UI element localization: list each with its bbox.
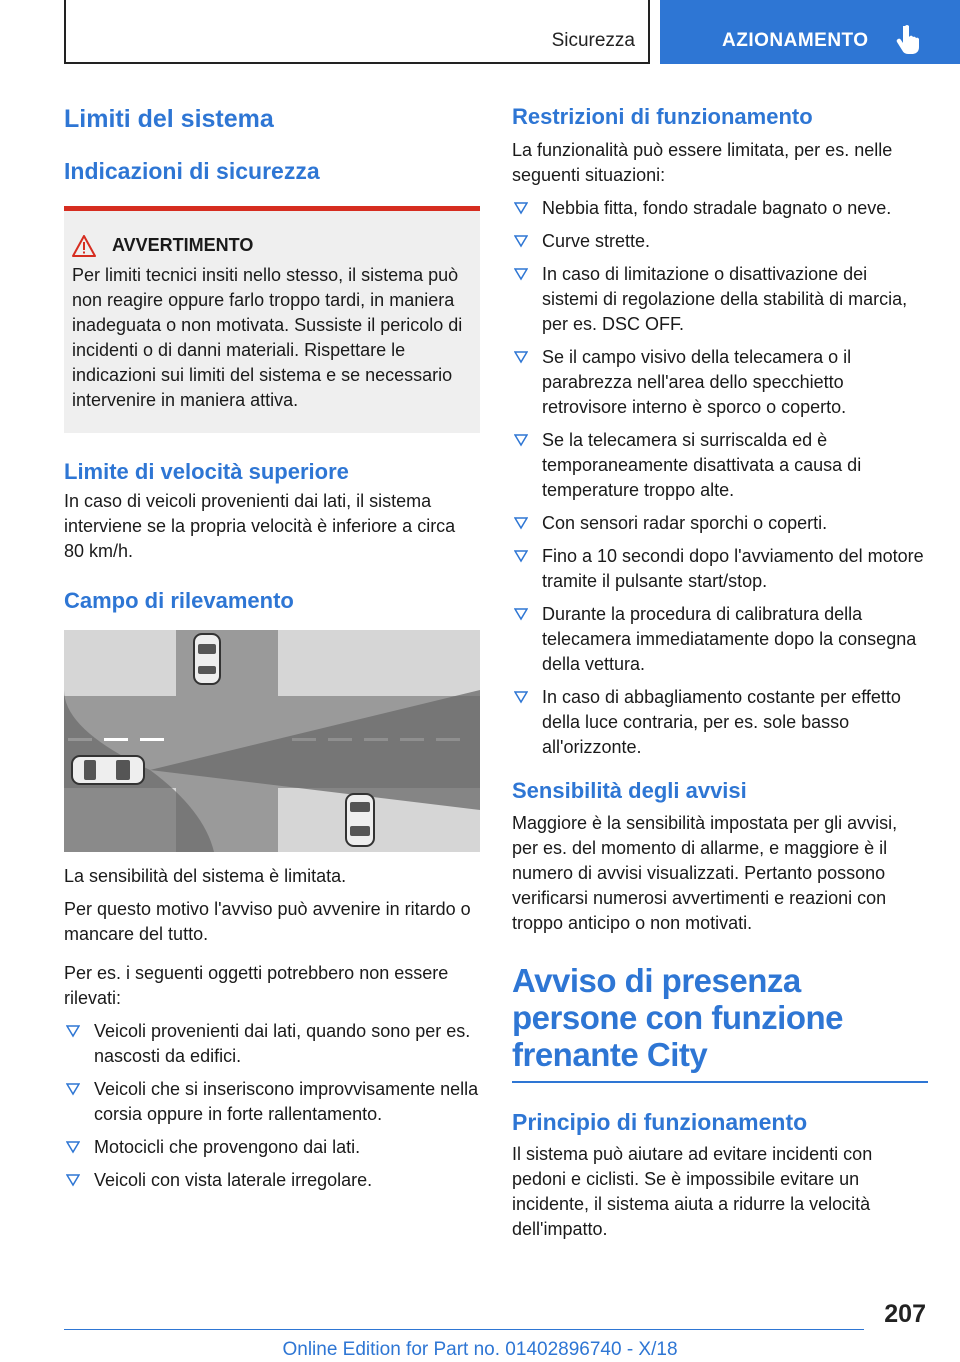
car-left	[72, 756, 144, 784]
header-divider	[648, 0, 650, 64]
speed-limit-text: In caso di veicoli provenienti dai lati, il sistema interviene se la propria velocità è inferiore a circa 80 km/h.	[64, 490, 456, 561]
warning-triangle-icon	[72, 235, 96, 257]
bullet-triangle-icon	[514, 234, 528, 248]
bullet-triangle-icon	[514, 201, 528, 215]
restrictions-heading: Restrizioni di funzionamento	[512, 104, 813, 129]
bullet-triangle-icon	[514, 607, 528, 621]
page-header	[0, 0, 960, 66]
pointing-hand-icon	[896, 24, 922, 54]
warning-text: Per limiti tecnici insiti nello stesso, il sistema può non reagire oppure farlo troppo tardi, in maniera inadeguata o non motivata. Sussiste il pericolo di incidenti o di danni materiali. Rispettare le indicazioni sui limiti del sistema e se necessario intervenire in maniera attiva.	[72, 264, 463, 410]
speed-limit-heading: Limite di velocità superiore	[64, 458, 349, 484]
bullet-triangle-icon	[66, 1173, 80, 1187]
list-item: Veicoli con vista laterale irregolare.	[64, 1168, 480, 1193]
list-item: Se la telecamera si surriscalda ed è temporaneamente disattivata a causa di temperature troppo alte.	[512, 428, 928, 503]
principle-text: Il sistema può aiutare ad evitare incidenti con pedoni e ciclisti. Se è impossibile evitare un incidente, il sistema aiuta a ridurre la velocità dell'impatto.	[512, 1144, 873, 1240]
page-number: 207	[884, 1300, 926, 1328]
list-item: In caso di abbagliamento costante per effetto della luce contraria, per es. sole basso all'orizzonte.	[512, 685, 928, 760]
warning-sensitivity-text: Maggiore è la sensibilità impostata per gli avvisi, per es. del momento di allarme, e maggiore è il numero di avvisi visualizzati. Pertanto possono verificarsi numerosi avvertimenti e reazioni con troppo anticipo o non motivati.	[512, 812, 898, 933]
section-label: Sicurezza	[551, 30, 635, 51]
list-item: Curve strette.	[512, 229, 928, 254]
list-item: Veicoli che si inseriscono improvvisamente nella corsia oppure in forte rallentamento.	[64, 1077, 480, 1127]
bullet-triangle-icon	[66, 1082, 80, 1096]
restrictions-intro: La funzionalità può essere limitata, per es. nelle seguenti situazioni:	[512, 140, 893, 186]
delay-reason-text: Per questo motivo l'avviso può avvenire in ritardo o mancare del tutto.	[64, 899, 471, 945]
left-column	[64, 96, 480, 1201]
list-item: Veicoli provenienti dai lati, quando sono per es. nascosti da edifici.	[64, 1019, 480, 1069]
bullet-triangle-icon	[514, 350, 528, 364]
header-divider	[64, 0, 66, 64]
section-title: Limiti del sistema	[64, 105, 274, 133]
sensitivity-limited-text: La sensibilità del sistema è limitata.	[64, 866, 347, 887]
example-intro-text: Per es. i seguenti oggetti potrebbero non essere rilevati:	[64, 963, 449, 1009]
bullet-triangle-icon	[514, 690, 528, 704]
warning-box	[64, 206, 480, 433]
list-item: In caso di limitazione o disattivazione dei sistemi di regolazione della stabilità di marcia, per es. DSC OFF.	[512, 262, 928, 337]
warning-title: AVVERTIMENTO	[112, 235, 254, 256]
list-item: Motocicli che provengono dai lati.	[64, 1135, 480, 1160]
bullet-triangle-icon	[514, 516, 528, 530]
warning-sensitivity-heading: Sensibilità degli avvisi	[512, 778, 747, 804]
detection-range-diagram	[64, 630, 480, 852]
bullet-triangle-icon	[514, 267, 528, 281]
warning-header	[72, 235, 470, 257]
header-divider	[64, 62, 650, 64]
bullet-triangle-icon	[514, 549, 528, 563]
footer-divider	[64, 1329, 864, 1330]
section-subtitle: Indicazioni di sicurezza	[64, 158, 320, 184]
car-bottom	[346, 794, 374, 846]
list-item: Se il campo visivo della telecamera o il parabrezza nell'area dello specchietto retrovisore interno è sporco o coperto.	[512, 345, 928, 420]
bullet-triangle-icon	[66, 1140, 80, 1154]
detection-range-heading: Campo di rilevamento	[64, 587, 294, 613]
bullet-triangle-icon	[514, 433, 528, 447]
chapter-tab[interactable]	[660, 0, 960, 64]
car-top	[194, 634, 220, 684]
chapter-title: Avviso di presenza persone con funzione frenante City	[512, 962, 928, 1083]
list-item: Con sensori radar sporchi o coperti.	[512, 511, 928, 536]
list-item: Nebbia fitta, fondo stradale bagnato o neve.	[512, 196, 928, 221]
bullet-triangle-icon	[66, 1024, 80, 1038]
detection-range-illustration	[64, 630, 480, 852]
principle-heading: Principio di funzionamento	[512, 1108, 808, 1135]
right-column	[512, 96, 928, 1242]
chapter-label: AZIONAMENTO	[722, 30, 869, 51]
list-item: Fino a 10 secondi dopo l'avviamento del motore tramite il pulsante start/stop.	[512, 544, 928, 594]
list-item: Durante la procedura di calibratura della telecamera immediatamente dopo la consegna della vettura.	[512, 602, 928, 677]
restrictions-list	[512, 196, 928, 760]
edition-footer: Online Edition for Part no. 01402896740 - X/18	[282, 1339, 678, 1360]
undetected-objects-list	[64, 1019, 480, 1193]
